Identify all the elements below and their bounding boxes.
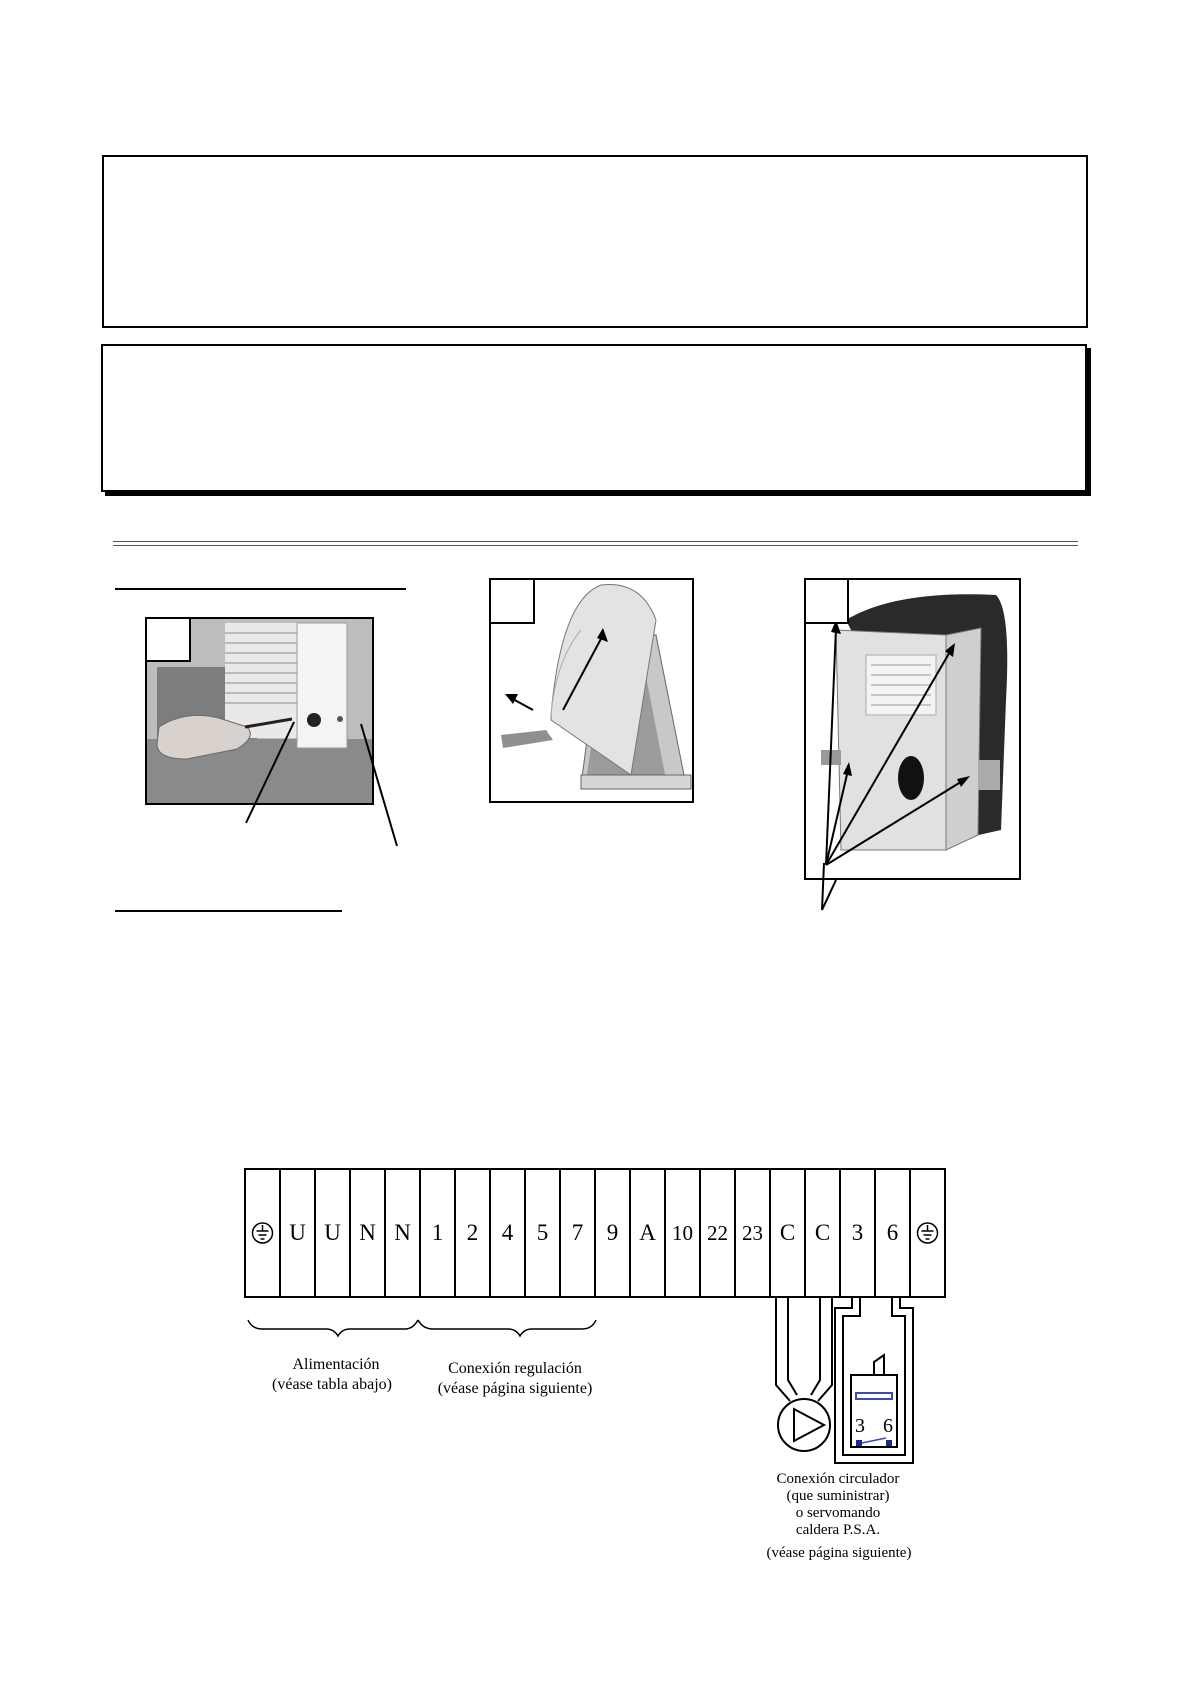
circulator-wire-left <box>788 1297 797 1395</box>
terminal-label: N <box>359 1220 376 1245</box>
terminal-label: 3 <box>851 1220 864 1245</box>
terminal-label: C <box>814 1220 831 1245</box>
terminal-label: C <box>779 1220 796 1245</box>
terminal-label: N <box>394 1220 411 1245</box>
circulador-label-line5: (véase página siguiente) <box>766 1545 912 1561</box>
circulador-label-line3: o servomando <box>795 1505 881 1521</box>
terminal-label: 6 <box>886 1220 899 1245</box>
regulacion-brace <box>418 1320 596 1336</box>
regulacion-label-line1: Conexión regulación <box>448 1360 582 1377</box>
terminal-label: 4 <box>501 1220 514 1245</box>
circulador-label-line2: (que suministrar) <box>786 1488 890 1504</box>
servo-terminal-3-label: 3 <box>855 1415 865 1437</box>
pump-symbol <box>778 1399 830 1451</box>
circulador-label-line4: caldera P.S.A. <box>795 1522 881 1538</box>
terminal-label: 7 <box>571 1220 584 1245</box>
terminal-label: 9 <box>606 1220 619 1245</box>
terminal-label: U <box>289 1220 306 1245</box>
regulacion-label-line2: (véase página siguiente) <box>437 1380 593 1397</box>
terminal-label: 22 <box>707 1221 728 1245</box>
servo-terminal-6-label: 6 <box>883 1415 893 1437</box>
terminal-label: 2 <box>466 1220 479 1245</box>
circulator-wire-right <box>811 1297 820 1395</box>
terminal-label: 10 <box>672 1221 693 1245</box>
terminal-label: 5 <box>536 1220 549 1245</box>
alimentacion-brace <box>248 1320 418 1336</box>
terminal-label: 1 <box>431 1220 444 1245</box>
alimentacion-label-line1: Alimentación <box>292 1356 380 1373</box>
alimentacion-label-line2: (véase tabla abajo) <box>272 1376 392 1393</box>
terminal-label: 23 <box>742 1221 763 1245</box>
terminal-label: U <box>324 1220 341 1245</box>
terminal-label: A <box>639 1220 656 1245</box>
circulador-label-line1: Conexión circulador <box>776 1471 900 1487</box>
